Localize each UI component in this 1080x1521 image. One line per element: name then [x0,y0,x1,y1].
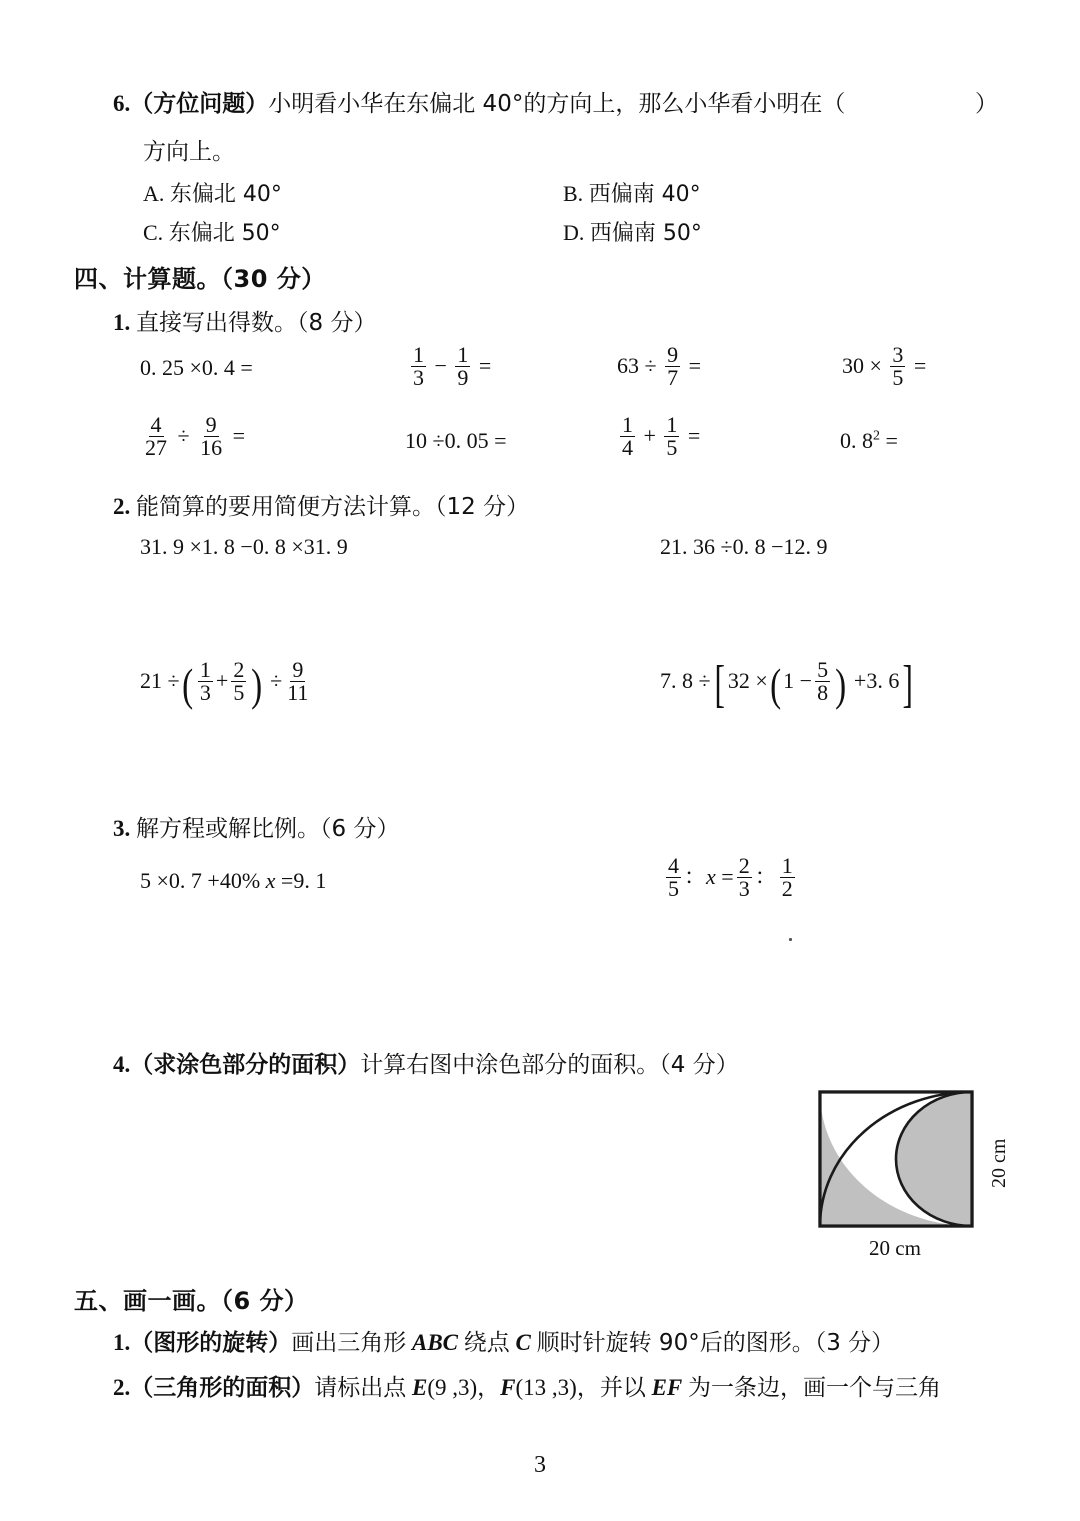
denominator: 5 [668,876,679,902]
point-f-coords: (13 ,3) [515,1375,577,1400]
section-4-heading: 四、计算题。（30 分） [74,265,326,293]
numerator: 2 [233,657,245,682]
numerator: 9 [292,657,304,682]
question-6-line2: 方向上。 [143,139,235,165]
numerator: 1 [413,342,424,367]
oral-expr-6-text: 10 ÷0. 05 = [405,428,507,453]
denominator: 9 [457,365,469,391]
numerator: 9 [667,342,679,367]
equation-1-lead: 5 ×0. 7 +40% [140,868,261,893]
fraction-one-third [411,344,426,390]
shaded-area-figure [818,1090,978,1230]
operator-divide: ÷ [270,667,283,693]
option-c-text: 东偏北 50° [168,221,281,246]
sub-4-tag: （求涂色部分的面积） [130,1052,361,1078]
oral-expr-1 [140,355,253,381]
option-d-key: D. [563,220,585,245]
item-2-text-c: 为一条边，画一个与三角 [688,1375,942,1401]
item-1-text-c: 顺时针旋转 90°后的图形。（3 分） [536,1330,895,1356]
numerator: 1 [457,342,469,367]
variable-x: x [706,863,716,889]
question-6-option-c[interactable] [143,216,281,247]
variable-x: x [265,868,276,893]
calc-4-lead: 7. 8 ÷ [660,667,711,693]
option-b-text: 西偏南 40° [588,182,701,207]
denominator: 8 [817,680,829,706]
fraction-one-half [780,855,795,901]
calc-expr-4: 7. 8 ÷[ 32 ×(1 − $\frac{5}{8}$ ) +3. 6] [660,655,914,713]
question-6-tag: （方位问题） [130,91,269,117]
fraction-one-fourth [620,414,635,460]
numerator: 9 [205,412,217,437]
operator-plus: + [643,422,656,448]
equals-sign: = [687,422,701,448]
equals-sign: = [721,863,734,889]
point-label-e: E [412,1375,428,1400]
denominator: 7 [667,365,679,391]
calc-expr-1: 31. 9 ×1. 8 −0. 8 ×31. 9 [140,534,348,559]
equals-sign: = [478,352,492,378]
denominator: 5 [233,680,245,706]
ratio-colon-2: ： [754,863,777,889]
segment-label-ef: EF [651,1375,683,1400]
question-6-option-b[interactable] [563,177,701,208]
coord-separator: ， [477,1375,501,1401]
item-2-text-b: ，并以 [576,1375,646,1401]
item-2-text-a: 请标出点 [314,1375,407,1401]
question-6-stem: 小明看小华在东偏北 40°的方向上，那么小华看小明在（ [268,91,846,117]
power-base: 0. 8 [840,428,873,453]
calc-expr-3: 21 ÷( $\frac{1}{3}$ + $\frac{2}{5}$ ) ÷ $\frac{9}{11}$ [140,657,309,710]
fraction-nine-elevenths [285,659,310,705]
scan-artifact-speck [789,938,792,941]
calc-3-lead: 21 ÷ [140,667,180,693]
question-6-paren-close: ） [975,91,998,117]
item-2-tag: （三角形的面积） [130,1375,315,1401]
operator-plus: + [215,667,229,693]
option-b-key: B. [563,181,584,206]
denominator: 3 [199,680,211,706]
denominator: 3 [413,365,424,391]
power-exponent: 2 [873,428,880,444]
item-2-number: 2. [113,1375,131,1400]
question-6-option-a[interactable] [143,177,282,208]
option-a-text: 东偏北 40° [169,182,282,207]
denominator: 3 [738,876,750,902]
point-label-f: F [500,1375,516,1400]
item-1-tag: （图形的旋转） [130,1330,292,1356]
item-1-text-a: 画出三角形 [291,1330,407,1356]
triangle-label-abc: ABC [412,1330,459,1355]
equals-sign: = [232,422,245,448]
fraction-two-thirds [737,855,752,901]
ratio-colon-1: ： [684,863,707,889]
sub-4-title: 计算右图中涂色部分的面积。（4 分） [360,1052,739,1078]
section-5-heading: 五、画一画。（6 分） [74,1287,309,1315]
page-number: 3 [534,1452,546,1478]
calc-4-addend: +3. 6 [853,667,900,693]
calc-4-factor: 32 × [727,667,768,693]
sub-3-title: 解方程或解比例。（6 分） [136,816,400,842]
sub-3-number: 3. [113,816,131,841]
section-5-item-2 [113,1369,941,1402]
sub-1-number: 1. [113,310,131,335]
option-c-key: C. [143,220,164,245]
figure-bottom-label: 20 cm [869,1236,921,1260]
denominator: 27 [145,435,167,461]
section-5-item-1 [113,1324,894,1357]
sub-2-title: 能简算的要用简便方法计算。（12 分） [136,494,530,520]
fraction-one-third [198,659,213,705]
equation-1-tail: =9. 1 [280,868,327,893]
figure-right-label: 20 cm [988,1138,1010,1188]
numerator: 1 [622,412,633,437]
sub-4-number: 4. [113,1052,131,1077]
item-1-text-b: 绕点 [463,1330,510,1356]
operator-divide: ÷ [177,422,190,448]
calc-4-one-minus: 1 − [783,667,813,693]
numerator: 1 [781,853,793,878]
oral-expr-4-left: 30 × [842,352,882,378]
section-4-sub-2 [113,488,529,521]
numerator: 3 [892,342,904,367]
equals-sign: = [913,352,927,378]
question-6-option-d[interactable] [563,216,702,247]
oral-expr-8 [840,428,898,454]
fraction-two-fifths [231,659,246,705]
fraction-three-fifths [890,344,905,390]
denominator: 5 [892,365,904,391]
oral-expr-3 [617,342,701,391]
point-e-coords: (9 ,3) [427,1375,478,1400]
fraction-four-fifths [666,855,681,901]
denominator: 11 [287,680,309,706]
section-4-sub-4 [113,1046,739,1079]
question-6-line1 [113,85,845,118]
equals-sign: = [688,352,701,378]
calc-expr-2: 21. 36 ÷0. 8 −12. 9 [660,534,828,559]
numerator: 1 [666,412,678,437]
section-4-sub-1 [113,304,376,337]
sub-1-title: 直接写出得数。（8 分） [136,310,377,336]
denominator: 4 [622,435,633,461]
oral-expr-4 [842,342,927,391]
shaded-area-svg [818,1090,978,1230]
section-4-sub-3 [113,810,399,843]
numerator: 5 [817,657,829,682]
numerator: 4 [150,412,162,437]
oral-expr-2 [408,342,492,391]
oral-expr-6 [405,428,506,454]
option-a-key: A. [143,181,165,206]
option-d-text: 西偏南 50° [589,221,702,246]
sub-2-number: 2. [113,494,131,519]
oral-expr-5 [140,412,245,461]
fraction-one-ninth [455,344,470,390]
question-6-number: 6. [113,91,131,116]
fraction-one-fifth [664,414,679,460]
numerator: 4 [668,853,679,878]
oral-expr-7 [617,412,701,461]
oral-expr-1-text: 0. 25 ×0. 4 = [140,355,253,380]
oral-expr-3-left: 63 ÷ [617,352,657,378]
fraction-four-twentysevenths [143,414,169,460]
equation-2 [663,853,798,902]
equation-1 [140,868,326,894]
numerator: 2 [738,853,750,878]
fraction-five-eighths [815,659,830,705]
item-1-number: 1. [113,1330,131,1355]
numerator: 1 [199,657,211,682]
denominator: 5 [666,435,678,461]
fraction-nine-sevenths [665,344,680,390]
operator-minus: − [434,352,447,378]
fraction-nine-sixteenths [198,414,224,460]
point-label-c: C [515,1330,531,1355]
denominator: 2 [781,876,793,902]
denominator: 16 [200,435,223,461]
equals-sign: = [885,428,898,453]
